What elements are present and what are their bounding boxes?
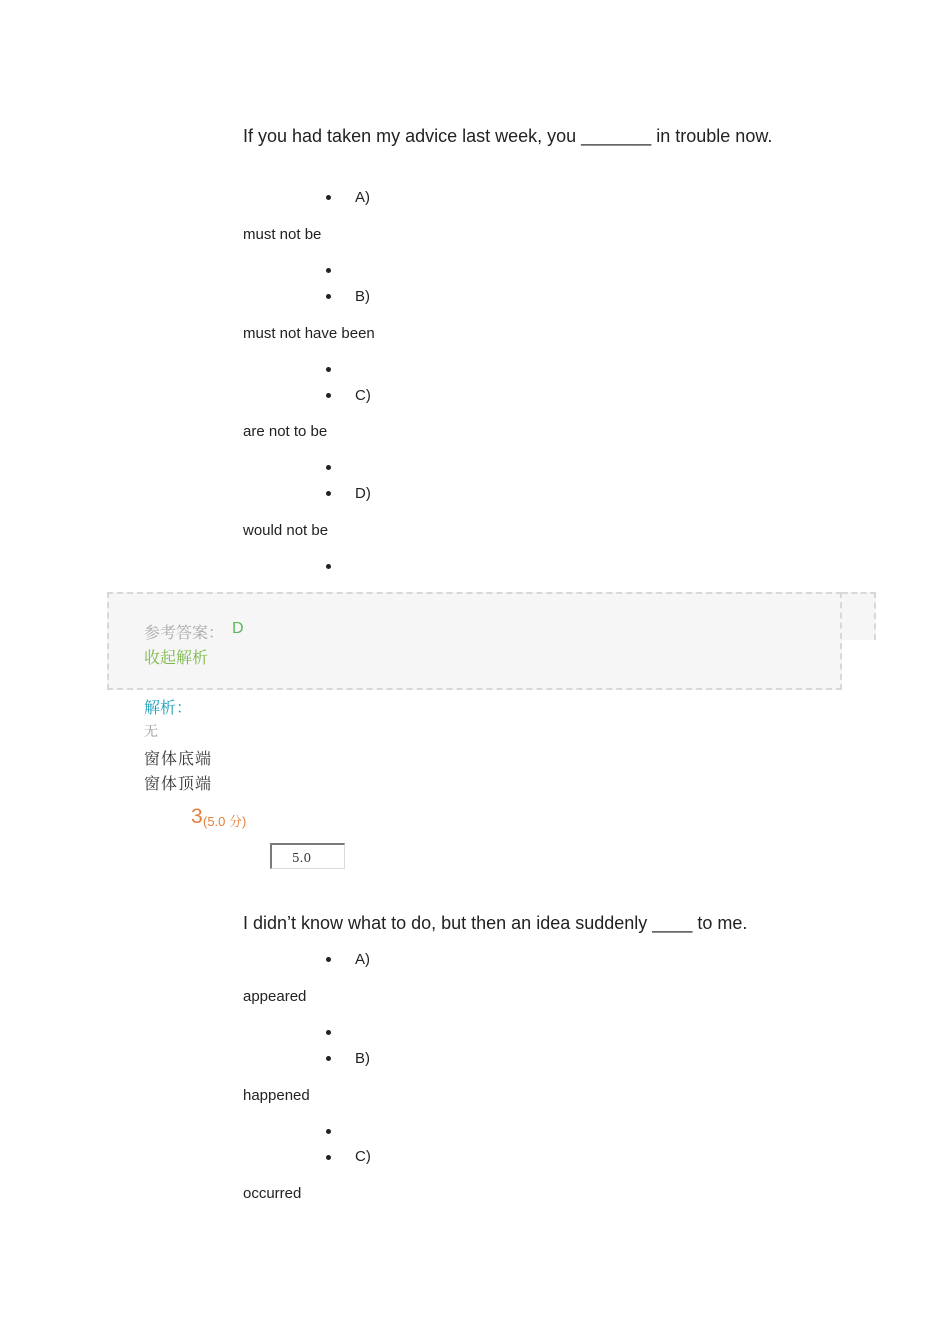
window-bottom-marker: 窗体底端 [144,751,213,768]
question-3-score: (5.0 分) [203,814,247,829]
option-b-end-bullet [326,367,331,372]
option-d-end-bullet [326,564,331,569]
option-b-text: must not have been [243,325,375,342]
q3-option-a-end-bullet [326,1030,331,1035]
analysis-label: 解析： [144,700,193,717]
option-b-label: B) [355,288,370,305]
q3-option-b-text: happened [243,1087,310,1104]
q3-option-b-radio-bullet[interactable] [326,1056,331,1061]
option-a-label: A) [355,189,370,206]
q3-option-a-radio-bullet[interactable] [326,957,331,962]
q3-option-c-label: C) [355,1148,371,1165]
score-input[interactable] [270,843,345,869]
option-b-radio-bullet[interactable] [326,294,331,299]
option-d-radio-bullet[interactable] [326,491,331,496]
question-3-text: I didn’t know what to do, but then an idea suddenly ____ to me. [243,913,748,933]
option-a-text: must not be [243,226,322,243]
q3-option-b-end-bullet [326,1129,331,1134]
option-d-label: D) [355,485,371,502]
q3-option-b-label: B) [355,1050,370,1067]
option-c-end-bullet [326,465,331,470]
analysis-text: 无 [144,723,158,739]
option-c-text: are not to be [243,423,328,440]
option-a-radio-bullet[interactable] [326,195,331,200]
option-d-text: would not be [243,522,329,539]
option-c-radio-bullet[interactable] [326,393,331,398]
question-3-number: 3 [191,805,203,828]
q3-option-a-label: A) [355,951,370,968]
window-top-marker: 窗体顶端 [144,776,213,793]
reference-answer-label: 参考答案： [144,625,225,642]
option-a-end-bullet [326,268,331,273]
q3-option-c-text: occurred [243,1185,302,1202]
collapse-analysis-link[interactable]: 收起解析 [144,650,209,667]
q3-option-a-text: appeared [243,988,307,1005]
option-c-label: C) [355,387,371,404]
q3-option-c-radio-bullet[interactable] [326,1155,331,1160]
reference-answer-value: D [232,620,244,637]
question-2-text: If you had taken my advice last week, you _______ in trouble now. [243,126,773,146]
answer-panel-extension [842,592,876,640]
